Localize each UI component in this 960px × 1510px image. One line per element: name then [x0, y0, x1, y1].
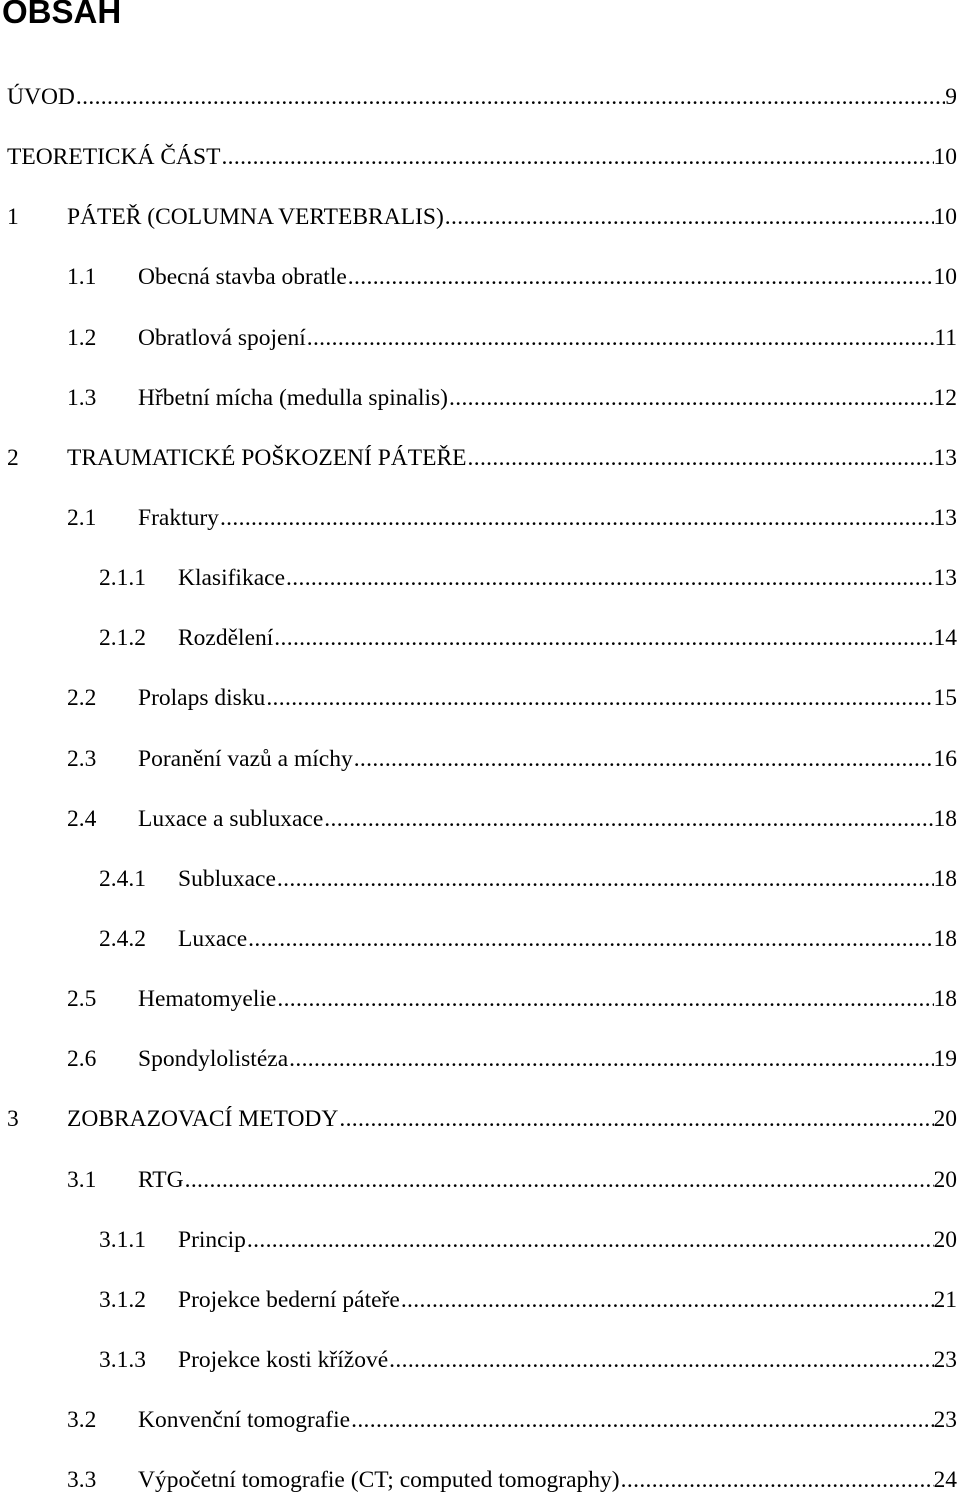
toc-entry-row [7, 1104, 957, 1134]
toc-entry[interactable] [0, 247, 960, 307]
toc-entry-label: Projekce bederní páteře [178, 1286, 400, 1313]
toc-entry[interactable] [0, 1150, 960, 1210]
toc-entry[interactable] [0, 368, 960, 428]
toc-entry-label: Obratlová spojení [138, 324, 306, 351]
toc-entry-label: Hřbetní mícha (medulla spinalis) [138, 384, 448, 411]
toc-entry-number: 2.4 [67, 805, 97, 832]
toc-entry-number: 1.1 [67, 264, 97, 291]
toc-entry[interactable] [0, 127, 960, 187]
table-of-contents [0, 67, 960, 1510]
toc-entry-number: 3.1.2 [99, 1286, 146, 1313]
toc-entry-label: RTG [138, 1166, 184, 1193]
toc-entry-page-number: 14 [933, 625, 957, 652]
toc-entry[interactable] [0, 187, 960, 247]
toc-entry-row [67, 503, 957, 533]
toc-entry-label: Rozdělení [178, 625, 274, 652]
toc-dot-leader [220, 503, 934, 533]
toc-entry-number: 2.5 [67, 986, 97, 1013]
toc-entry[interactable] [0, 488, 960, 548]
toc-dot-leader [354, 744, 934, 774]
toc-entry[interactable] [0, 668, 960, 728]
toc-entry[interactable] [0, 969, 960, 1029]
toc-entry-page-number: 18 [933, 925, 957, 952]
toc-dot-leader [348, 262, 934, 292]
toc-dot-leader [339, 1104, 933, 1134]
toc-entry-number: 2.6 [67, 1046, 97, 1073]
toc-dot-leader [277, 864, 934, 894]
toc-entry-number: 3.1 [67, 1166, 97, 1193]
toc-entry-row [67, 262, 957, 292]
toc-entry-number: 2.1.2 [99, 625, 146, 652]
toc-entry[interactable] [0, 789, 960, 849]
toc-entry[interactable] [0, 1450, 960, 1510]
toc-dot-leader [621, 1465, 934, 1495]
toc-entry-page-number: 20 [933, 1166, 957, 1193]
toc-entry-label: Hematomyelie [138, 986, 277, 1013]
toc-entry-row [67, 1044, 957, 1074]
toc-entry-number: 2.1 [67, 504, 97, 531]
toc-entry[interactable] [0, 608, 960, 668]
toc-entry-number: 2 [7, 444, 19, 471]
toc-entry-row [99, 563, 957, 593]
toc-entry-row [99, 1345, 957, 1375]
toc-entry-label: TEORETICKÁ ČÁST [7, 144, 221, 171]
toc-entry-number: 1 [7, 204, 19, 231]
toc-entry-number: 2.1.1 [99, 565, 146, 592]
toc-entry-row [99, 924, 957, 954]
toc-entry-row [67, 1165, 957, 1195]
toc-entry-number: 1.3 [67, 384, 97, 411]
toc-entry-row [67, 1405, 957, 1435]
toc-entry-label: Obecná stavba obratle [138, 264, 347, 291]
toc-entry-row [99, 1225, 957, 1255]
toc-entry-number: 3.1.1 [99, 1226, 146, 1253]
toc-entry-page-number: 12 [933, 384, 957, 411]
toc-entry-row [7, 443, 957, 473]
toc-entry-label: Výpočetní tomografie (CT; computed tomography) [138, 1467, 620, 1494]
toc-entry-row [99, 623, 957, 653]
toc-entry[interactable] [0, 1270, 960, 1330]
toc-entry[interactable] [0, 729, 960, 789]
toc-dot-leader [76, 82, 945, 112]
toc-dot-leader [266, 683, 933, 713]
toc-entry-page-number: 11 [934, 324, 957, 351]
toc-entry[interactable] [0, 1210, 960, 1270]
toc-entry-page-number: 18 [933, 986, 957, 1013]
toc-entry-page-number: 15 [933, 685, 957, 712]
toc-entry-number: 1.2 [67, 324, 97, 351]
toc-entry[interactable] [0, 67, 960, 127]
toc-entry-label: Klasifikace [178, 565, 286, 592]
toc-entry-page-number: 19 [933, 1046, 957, 1073]
toc-dot-leader [307, 323, 935, 353]
toc-entry-row [67, 744, 957, 774]
toc-entry-page-number: 13 [933, 504, 957, 531]
toc-entry[interactable] [0, 1089, 960, 1149]
toc-entry-page-number: 20 [933, 1106, 957, 1133]
toc-entry-row [67, 984, 957, 1014]
toc-entry-label: ZOBRAZOVACÍ METODY [67, 1106, 339, 1133]
toc-entry[interactable] [0, 428, 960, 488]
toc-dot-leader [248, 924, 933, 954]
toc-entry-row [67, 323, 957, 353]
toc-entry-label: Spondylolistéza [138, 1046, 289, 1073]
toc-entry-number: 3.1.3 [99, 1346, 146, 1373]
toc-entry-page-number: 16 [933, 745, 957, 772]
toc-dot-leader [445, 202, 934, 232]
toc-dot-leader [401, 1285, 934, 1315]
toc-entry-row [7, 82, 957, 112]
toc-dot-leader [277, 984, 933, 1014]
toc-entry-number: 2.3 [67, 745, 97, 772]
toc-entry-page-number: 23 [933, 1346, 957, 1373]
toc-entry-number: 3.2 [67, 1407, 97, 1434]
toc-entry[interactable] [0, 1390, 960, 1450]
toc-entry-page-number: 9 [945, 84, 957, 110]
toc-entry-label: Fraktury [138, 504, 219, 531]
toc-entry[interactable] [0, 909, 960, 969]
toc-entry-row [99, 1285, 957, 1315]
toc-entry-row [67, 1465, 957, 1495]
toc-entry-page-number: 10 [933, 144, 957, 171]
toc-entry-label: Projekce kosti křížové [178, 1346, 389, 1373]
toc-entry-label: Princip [178, 1226, 246, 1253]
toc-entry-label: PÁTEŘ (COLUMNA VERTEBRALIS) [67, 204, 444, 231]
toc-dot-leader [289, 1044, 933, 1074]
toc-entry[interactable] [0, 1330, 960, 1390]
toc-entry-page-number: 18 [933, 865, 957, 892]
toc-entry-number: 2.4.1 [99, 865, 146, 892]
toc-entry-row [67, 804, 957, 834]
toc-entry-row [67, 683, 957, 713]
toc-entry-label: Luxace [178, 925, 248, 952]
toc-dot-leader [324, 804, 933, 834]
toc-entry-number: 3.3 [67, 1467, 97, 1494]
toc-dot-leader [286, 563, 933, 593]
toc-entry-page-number: 10 [933, 264, 957, 291]
toc-dot-leader [247, 1225, 934, 1255]
toc-entry-number: 2.2 [67, 685, 97, 712]
toc-entry[interactable] [0, 849, 960, 909]
toc-entry-page-number: 21 [933, 1286, 957, 1313]
toc-entry-label: TRAUMATICKÉ POŠKOZENÍ PÁTEŘE [67, 444, 467, 471]
toc-entry-row [67, 383, 957, 413]
toc-entry-page-number: 13 [933, 565, 957, 592]
page-title: OBSAH [2, 0, 122, 30]
toc-entry-row [7, 142, 957, 172]
toc-entry-page-number: 24 [933, 1467, 957, 1494]
toc-entry-page-number: 23 [933, 1407, 957, 1434]
toc-entry-label: Konvenční tomografie [138, 1407, 351, 1434]
toc-dot-leader [351, 1405, 933, 1435]
toc-dot-leader [221, 142, 933, 172]
toc-entry[interactable] [0, 308, 960, 368]
toc-dot-leader [449, 383, 934, 413]
toc-dot-leader [274, 623, 933, 653]
toc-entry-page-number: 20 [933, 1226, 957, 1253]
toc-entry-page-number: 18 [933, 805, 957, 832]
toc-entry-number: 3 [7, 1106, 19, 1133]
toc-entry[interactable] [0, 548, 960, 608]
toc-entry-label: Prolaps disku [138, 685, 266, 712]
toc-entry-page-number: 13 [933, 444, 957, 471]
toc-entry-row [7, 202, 957, 232]
toc-entry[interactable] [0, 1029, 960, 1089]
toc-entry-label: Poranění vazů a míchy [138, 745, 353, 772]
toc-dot-leader [389, 1345, 933, 1375]
toc-entry-label: ÚVOD [7, 84, 75, 110]
toc-dot-leader [185, 1165, 934, 1195]
toc-entry-label: Subluxace [178, 865, 276, 892]
toc-entry-label: Luxace a subluxace [138, 805, 324, 832]
toc-entry-number: 2.4.2 [99, 925, 146, 952]
toc-dot-leader [468, 443, 934, 473]
toc-entry-row [99, 864, 957, 894]
toc-entry-page-number: 10 [933, 204, 957, 231]
